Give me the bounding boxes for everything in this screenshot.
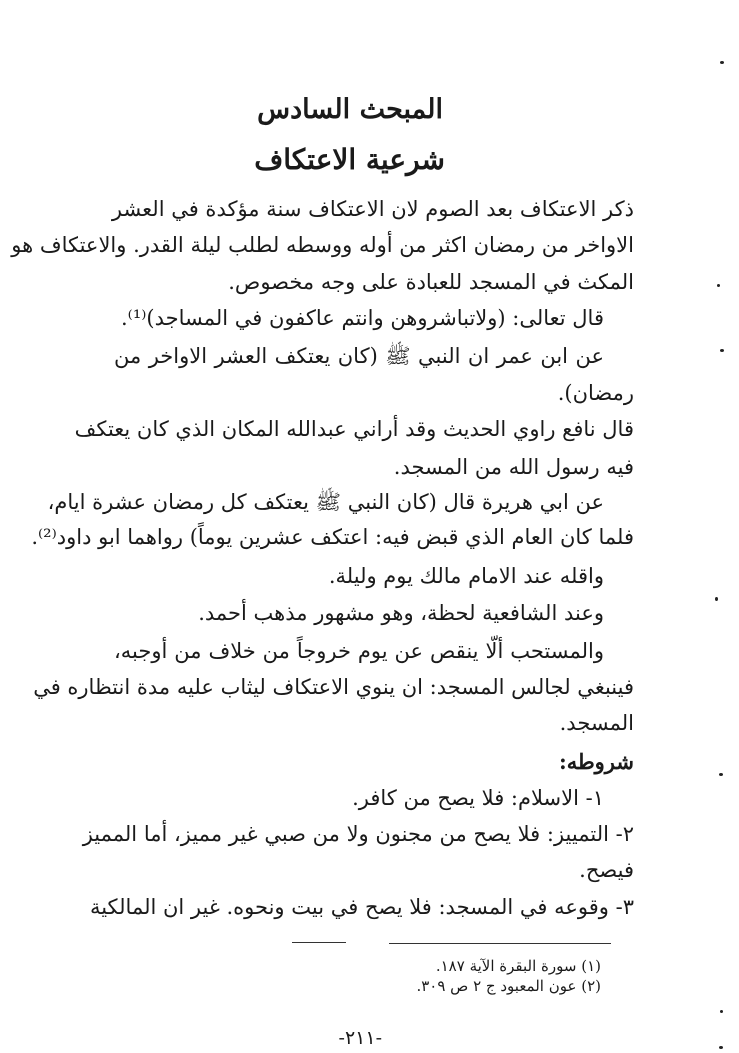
scan-speck bbox=[720, 61, 724, 64]
body-line: وعند الشافعية لحظة، وهو مشهور مذهب أحمد. bbox=[198, 601, 604, 625]
scan-speck bbox=[717, 284, 720, 287]
scan-speck bbox=[715, 597, 718, 601]
scan-speck bbox=[720, 349, 724, 352]
body-line: المكث في المسجد للعبادة على وجه مخصوص. bbox=[228, 270, 634, 294]
topic-title: شرعية الاعتكاف bbox=[254, 143, 445, 176]
section-title: المبحث السادس bbox=[257, 94, 443, 125]
body-line: والمستحب ألّا ينقص عن يوم خروجاً من خلاف من أوجبه، bbox=[114, 639, 604, 663]
list-item: ١- الاسلام: فلا يصح من كافر. bbox=[352, 786, 604, 810]
footnote: (١) سورة البقرة الآية ١٨٧. bbox=[435, 957, 601, 975]
list-item: ٣- وقوعه في المسجد: فلا يصح في بيت ونحوه. غير ان المالكية bbox=[89, 895, 634, 919]
body-line: الاواخر من رمضان اكثر من أوله ووسطه لطلب ليلة القدر. والاعتكاف هو bbox=[11, 233, 634, 257]
scan-speck bbox=[719, 1046, 723, 1049]
body-line: المسجد. bbox=[559, 711, 634, 735]
body-line: رمضان). bbox=[557, 381, 634, 405]
body-line: فلما كان العام الذي قبض فيه: اعتكف عشرين يوماً) رواهما ابو داود⁽²⁾. bbox=[31, 525, 634, 549]
body-line: فيصح. bbox=[579, 858, 634, 882]
footnote-divider bbox=[292, 942, 346, 943]
body-line: ذكر الاعتكاف بعد الصوم لان الاعتكاف سنة مؤكدة في العشر bbox=[111, 197, 634, 221]
scan-speck bbox=[720, 1010, 723, 1013]
body-line: شروطه: bbox=[558, 749, 634, 774]
body-line: عن ابن عمر ان النبي ﷺ (كان يعتكف العشر الاواخر من bbox=[114, 344, 604, 368]
body-line: فينبغي لجالس المسجد: ان ينوي الاعتكاف ليثاب عليه مدة انتظاره في bbox=[33, 675, 634, 699]
page-number: -٢١١- bbox=[338, 1027, 382, 1049]
footnote-divider bbox=[389, 943, 611, 944]
body-line: فيه رسول الله من المسجد. bbox=[393, 455, 634, 479]
list-item: ٢- التمييز: فلا يصح من مجنون ولا من صبي غير مميز، أما المميز bbox=[82, 822, 634, 846]
body-line: قال نافع راوي الحديث وقد أراني عبدالله المكان الذي كان يعتكف bbox=[74, 417, 634, 441]
scan-speck bbox=[719, 773, 723, 776]
body-line: قال تعالى: (ولاتباشروهن وانتم عاكفون في المساجد)⁽¹⁾. bbox=[121, 306, 604, 330]
body-line: عن ابي هريرة قال (كان النبي ﷺ يعتكف كل رمضان عشرة ايام، bbox=[47, 490, 604, 514]
footnote: (٢) عون المعبود ج ٢ ص ٣٠٩. bbox=[416, 977, 601, 995]
body-line: واقله عند الامام مالك يوم وليلة. bbox=[328, 564, 604, 588]
